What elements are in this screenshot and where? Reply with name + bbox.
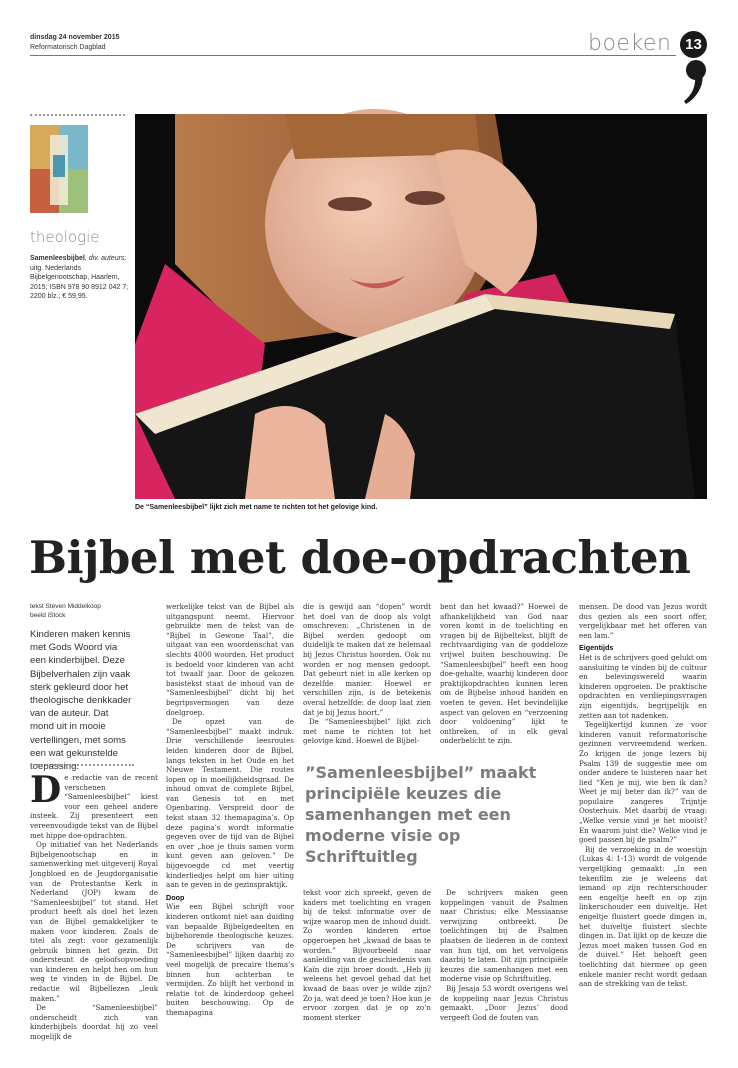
article-lead: Kinderen maken kennis met Gods Woord via een kinderbijbel. Deze Bijbelverhalen zijn vaak sterk gekleurd door het theologische denkkader van de auteur. Dat mond uit in mooie vertellingen, met soms een wat gekunstelde toepassing. bbox=[30, 629, 132, 773]
paragraph: werkelijke tekst van de Bijbel als uitgangspunt neemt. Hiervoor gebruikte men de tekst van de “Bijbel in Gewone Taal”, die uitgaat van een woordenschat van slechts 4000 woorden. Het product is bedoeld voor kinderen van acht tot twaalf jaar. Door de gekozen basistekst staat de inhoud van de “Samenleesbijbel” dicht bij het begripsvermogen van deze doelgroep. bbox=[166, 602, 294, 717]
comma-logo-icon bbox=[683, 58, 707, 106]
article-column-4-bottom bbox=[440, 888, 568, 1038]
paragraph: e redactie van de recent verschenen “Samenleesbijbel” kiest voor een geheel andere insteek. Zij presenteert een vereenvoudigde tekst van de Bijbel met hippe doe-opdrachten. bbox=[30, 773, 158, 840]
book-publication-info: uitg. Nederlands Bijbelgenootschap, Haarlem, 2015; ISBN 978 90 8912 042 7; 2200 blz.; € 59,95. bbox=[30, 264, 129, 300]
image-credit: beeld iStock bbox=[30, 612, 66, 619]
article-byline: tekst Steven Middelkoop bbox=[30, 603, 101, 610]
article-column-3-bottom bbox=[303, 888, 431, 1038]
pull-quote: ”Samenleesbijbel” maakt principiële keuzes die samenhangen met een moderne visie op Schriftuitleg bbox=[305, 763, 537, 866]
paragraph: Wie een Bijbel schrijft voor kinderen ontkomt niet aan duiding van bepaalde Bijbelgedeelten en bijbehorende theologische keuzes. De schrijvers van de “Samenleesbijbel” lijken daarbij zo veel mogelijk de precaire thema’s binnen hun achterban te vermijden. Zo blijft het verbond in relatie tot de kinderdoop geheel buiten beschouwing. Op de themapagina bbox=[166, 902, 294, 1017]
paragraph: bent dan het kwaad?” Hoewel de afhankelijkheid van God naar voren komt in de toelichting en vragen bij de Bijbeltekst, blijft de rechtvaardiging van de goddeloze vrijwel buiten beschouwing. De “Samenleesbijbel” heeft een hoog doe-gehalte, waarbij kinderen door praktijkopdrachten kunnen leren om de Bijbelse inhoud handen en voeten te geven. Het bevindelijke aspect van geloven en “verzoening door voldoening” lijkt te ontbreken, of in elk geval onderbelicht te zijn. bbox=[440, 602, 568, 746]
article-column-4-top bbox=[440, 602, 568, 752]
paragraph: De opzet van de “Samenleesbijbel” maakt indruk. Drie verschillende leesroutes leiden kinderen door de Bijbel, langs teksten in het Oude en het Nieuwe Testament. Die routes lopen op in moeilijkheidsgraad. De inhoud omvat de complete Bijbel, van Genesis tot en met Openbaring. Verspreid door de tekst staan 32 themapagina’s. Op deze pagina’s wordt informatie gegeven over de tijd van de Bijbel en over „hoe je thuis samen vorm kunt geven aan geloven.” De bijgevoegde cd met veertig kinderliedjes helpt om hier uiting aan te geven in de gezinspraktijk. bbox=[166, 717, 294, 890]
article-photo bbox=[135, 114, 707, 499]
article-credits bbox=[30, 602, 134, 620]
book-details bbox=[30, 254, 130, 302]
lead-divider bbox=[30, 764, 134, 766]
article-column-2 bbox=[166, 602, 294, 1032]
subheading-eigentijds: Eigentijds bbox=[579, 643, 614, 653]
paragraph: Tegelijkertijd kunnen ze voor kinderen vanuit reformatorische gezinnen vervreemdend werken. Zo krijgen de jonge lezers bij Psalm 139 de suggestie mee om onder andere te luisteren naar het lied “Ken je mij, wie ben ik dan? Weet je mij beter dan ik?” van de populaire zangeres Trijntje Oosterhuis. Met daarbij de vraag: „Welke versie vind je het mooist? En waarom juist die? Welke vind je goed passen bij de psalm?” bbox=[579, 720, 707, 845]
paragraph: Het is de schrijvers goed gelukt om aansluiting te vinden bij de cultuur en belevingswereld waarin kinderen opgroeien. De praktische opdrachten en verdiepingsvragen zijn eigentijds, begrijpelijk en zetten aan tot nadenken. bbox=[579, 652, 707, 720]
paragraph: De “Samenleesbijbel” lijkt zich met name te richten tot het gelovige kind. Hoewel de Bijbel- bbox=[303, 717, 431, 746]
paragraph: De “Samenleesbijbel” onderscheidt zich van kinderbijbels doordat hij zo veel mogelijk de bbox=[30, 1003, 158, 1042]
section-name: boeken bbox=[588, 31, 672, 56]
paragraph: Op initiatief van het Nederlands Bijbelgenootschap en in samenwerking met uitgeverij Royal Jongbloed en de Jeugdorganisatie van de Protestantse Kerk in Nederland (JOP) kwam de “Samenleesbijbel” tot stand. Het product heeft als doel het lezen van de Bijbel gemakkelijker te maken voor kinderen. Zoals de titel als zegt: voor gezamenlijk gebruik binnen het gezin. Dit ondersteunt de geloofsopvoeding van kinderen en helpt hen om hun weg te vinden in de Bijbel. De redactie wil Bijbellezen „leuk maken.” bbox=[30, 840, 158, 1003]
book-cover-image bbox=[30, 125, 88, 213]
article-column-1 bbox=[30, 769, 158, 1042]
subheading-doop: Doop bbox=[166, 892, 185, 902]
paragraph: die is gewijd aan “dopen” wordt het doel van de doop als volgt omschreven: „Christenen in de Bijbel werden gedoopt om duidelijk te maken dat ze helemaal bij Jezus Christus hoorden. Ook nu worden er nog mensen gedoopt. Dat gebeurt niet in alle kerken op dezelfde manier. Hoewel er verschillen zijn, is de betekenis overal hetzelfde: de doop laat zien dat je bij Jezus hoort.” bbox=[303, 602, 431, 717]
paragraph: mensen. De dood van Jezus wordt dus gezien als een soort offer, vergelijkbaar met het offeren van een lam.” bbox=[579, 602, 707, 640]
article-headline: Bijbel met doe-opdrachten bbox=[29, 531, 691, 584]
book-title: Samenleesbijbel bbox=[30, 255, 85, 262]
book-authors: , div. auteurs; bbox=[84, 255, 127, 262]
newspaper-name: Reformatorisch Dagblad bbox=[30, 44, 106, 51]
page-number-badge: 13 bbox=[680, 31, 707, 58]
issue-date: dinsdag 24 november 2015 bbox=[30, 34, 120, 41]
photo-caption: De “Samenleesbijbel” lijkt zich met name te richten tot het gelovige kind. bbox=[135, 504, 378, 511]
paragraph: De schrijvers maken geen koppelingen vanuit de Psalmen naar Christus; elke Messiaanse verwijzing ontbreekt. De toelichtingen bij de Psalmen plaatsen de liederen in de context van hun tijd, om het vervolgens daarbij te laten. Dit zijn principiële keuzes die samenhangen met een moderne visie op Schriftuitleg. bbox=[440, 888, 568, 984]
drop-cap: D bbox=[30, 769, 62, 811]
article-column-5 bbox=[579, 602, 707, 1032]
paragraph: tekst voor zich spreekt, geven de kaders met toelichting en vragen bij de tekst informatie over de wijze waarop men de inhoud duidt. Zo worden kinderen ertoe opgeroepen het „kwaad de baas te worden.” Bijvoorbeeld naar aanleiding van de geschiedenis van Kaïn die zijn broer doodt. „Heb jij weleens het gevoel gehad dat het kwaad de baas over je wilde zijn? Zo ja, wat deed je toen? Hoe kun je ervoor zorgen dat je op zo’n moment sterker bbox=[303, 888, 431, 1022]
book-category: theologie bbox=[30, 228, 100, 246]
article-column-3-top bbox=[303, 602, 431, 752]
paragraph: Bij Jesaja 53 wordt overigens wel de koppeling naar Jezus Christus gemaakt. „Door Jezus’ dood vergeeft God de fouten van bbox=[440, 983, 568, 1022]
masthead-rule bbox=[30, 55, 676, 56]
paragraph: Bij de verzoeking in de woestijn (Lukas 4: 1-13) wordt de volgende vergelijking gemaakt: „In een tekenfilm zie je weleens dat iemand op zijn rechterschouder een engeltje heeft en op zijn linkerschouder een duiveltje. Het engeltje fluistert goede dingen in, het duiveltje fluistert slechte dingen in. Dat lijkt op de keuze die Jezus moet maken tussen God en de duivel.” Het behoeft geen toelichting dat hiermee op geen enkele manier recht wordt gedaan aan de strekking van de tekst. bbox=[579, 844, 707, 989]
sidebar-divider bbox=[30, 114, 125, 116]
